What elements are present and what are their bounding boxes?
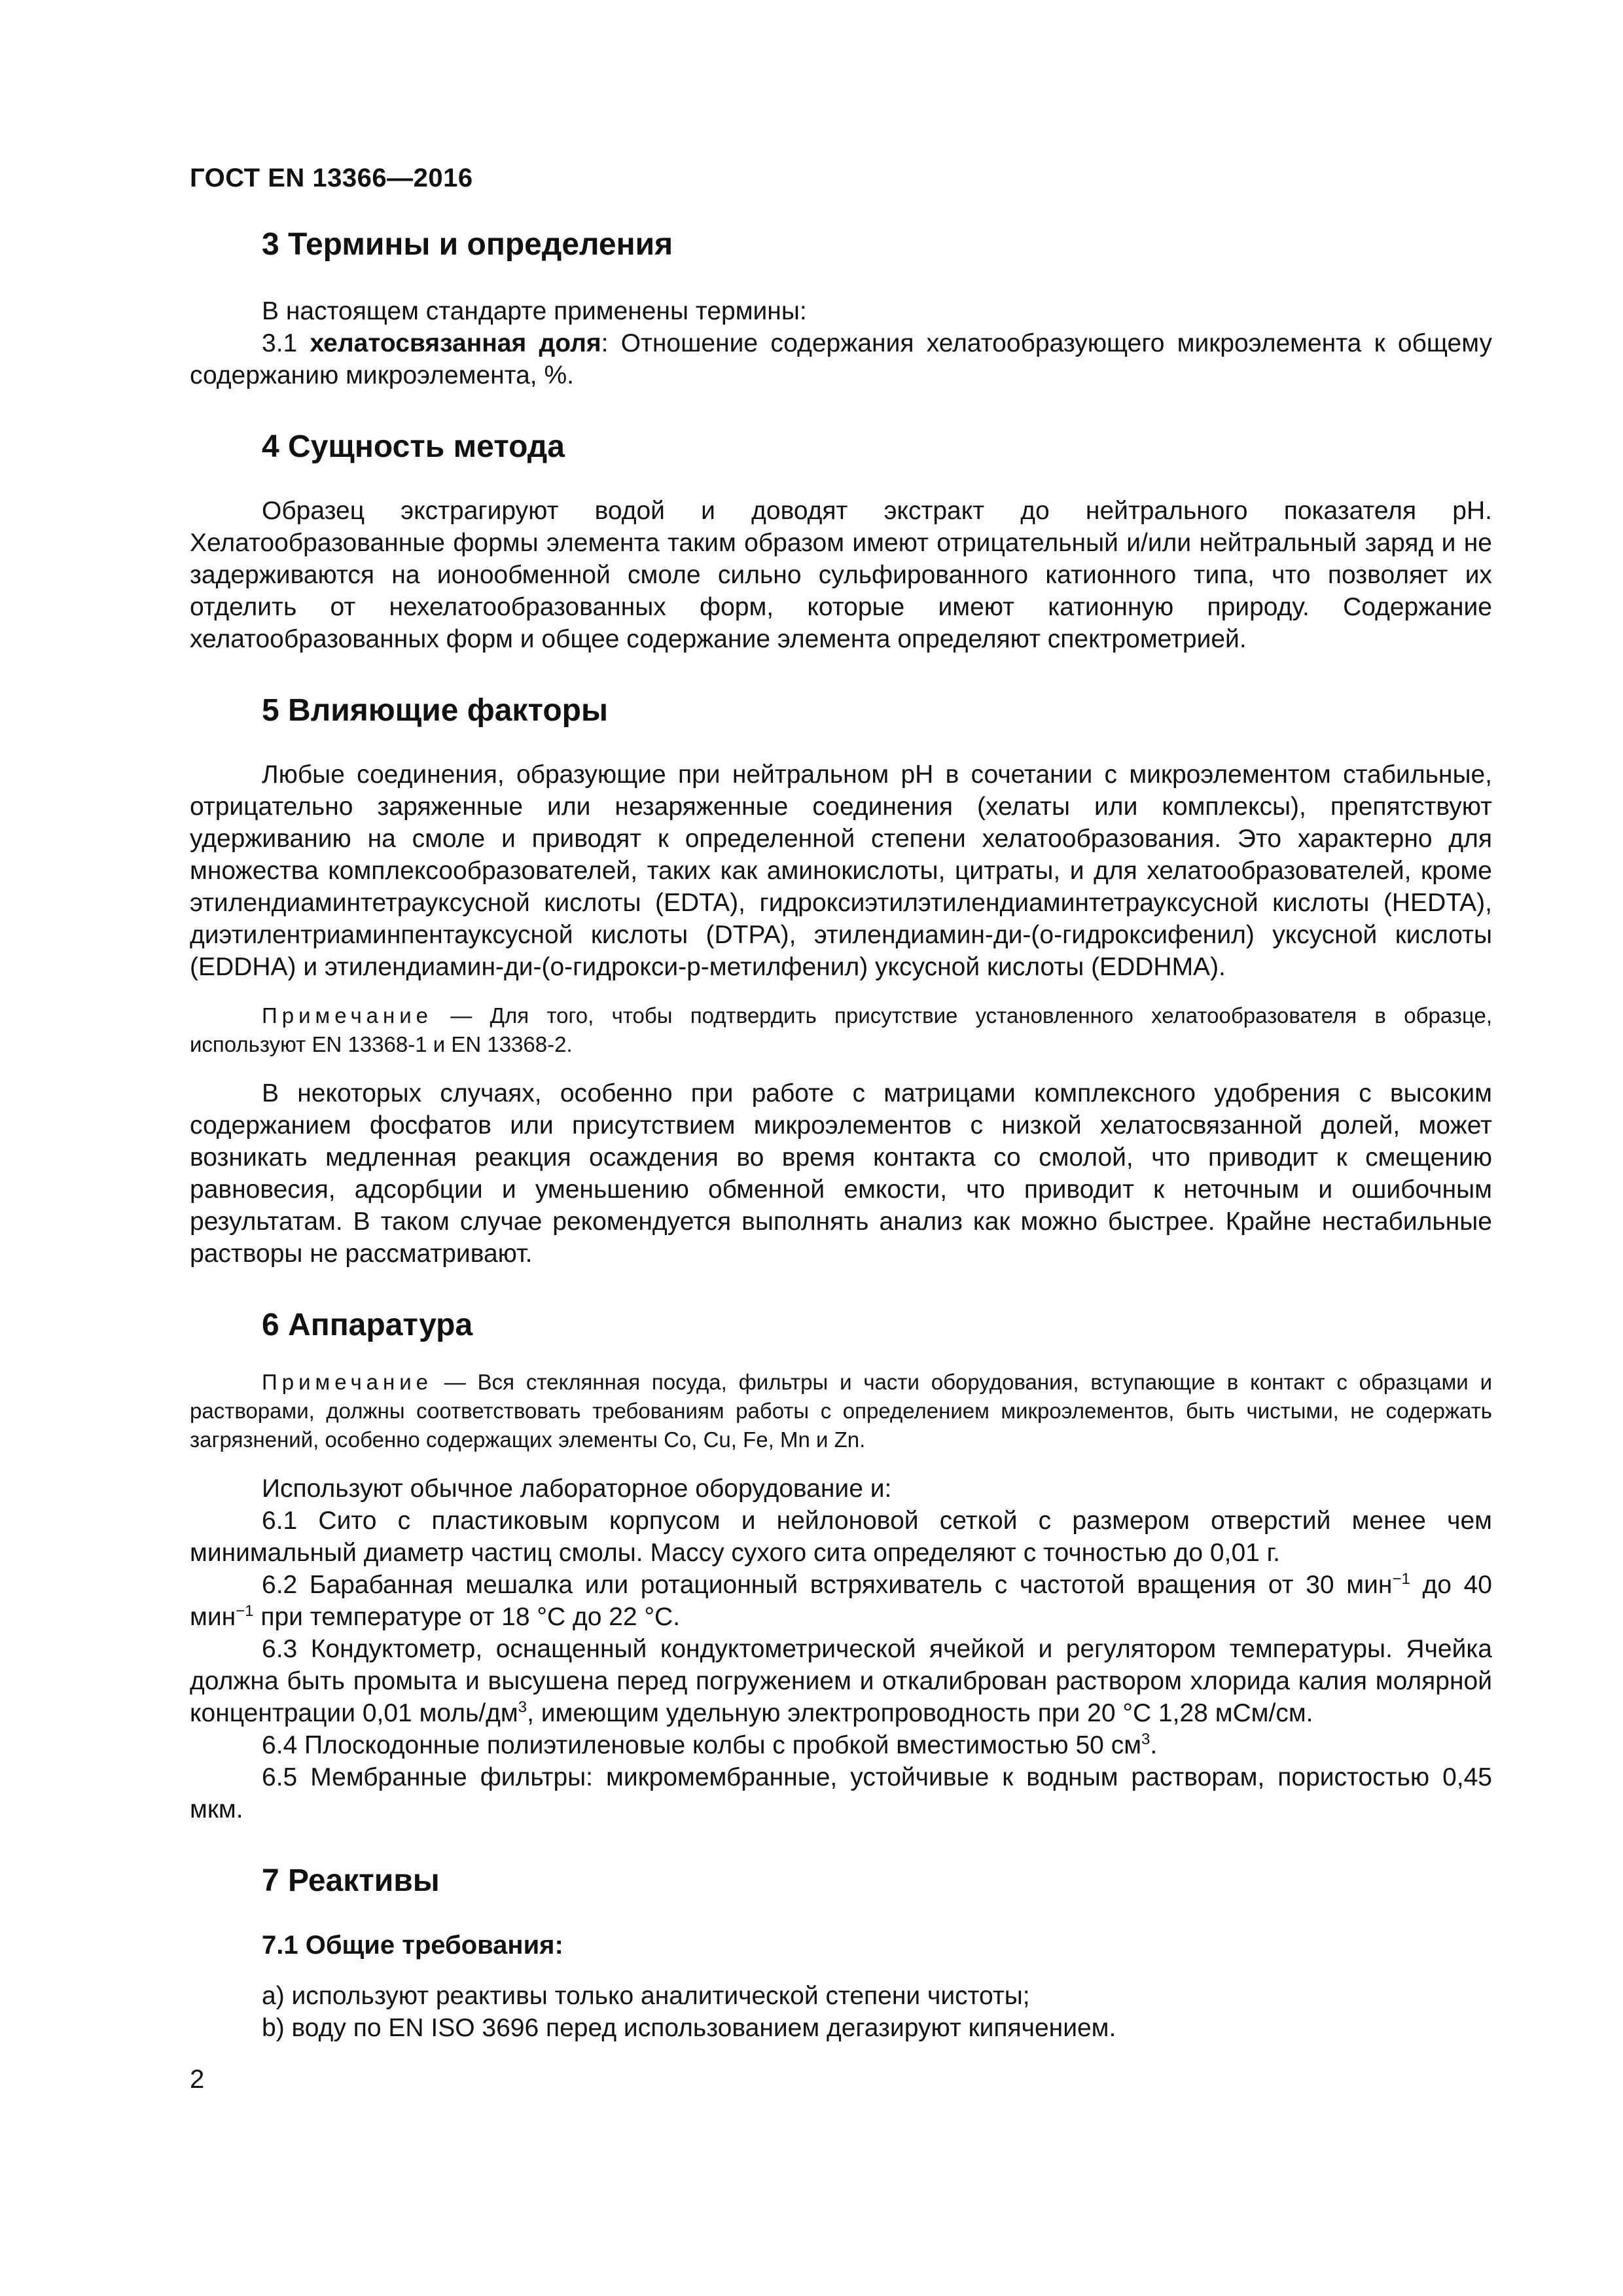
section-3-title: 3 Термины и определения — [262, 227, 673, 262]
item-6-3-text-b: , имеющим удельную электропроводность при 20 °C 1,28 мСм/см. — [527, 1699, 1313, 1727]
item-6-4-text-a: 6.4 Плоскодонные полиэтиленовые колбы с пробкой вместимостью 50 см — [262, 1731, 1142, 1759]
term-definition: : Отношение содержания хелатообразующего микроэлемента к общему содержанию микроэлемента, %. — [190, 329, 1492, 389]
item-6-5: 6.5 Мембранные фильтры: микромембранные, устойчивые к водным растворам, пористостью 0,45 мкм. — [190, 1763, 1492, 1823]
term-number: 3.1 — [262, 329, 310, 357]
item-6-2-text-a: 6.2 Барабанная мешалка или ротационный встряхиватель с частотой вращения от 30 мин — [262, 1571, 1393, 1599]
superscript: 3 — [1141, 1731, 1150, 1748]
subsection-7-1-title: 7.1 Общие требования: — [262, 1931, 563, 1960]
item-6-2 — [190, 1569, 1492, 1633]
section-6-intro: Используют обычное лабораторное оборудование и: — [262, 1475, 892, 1503]
item-6-2-text-b: до 40 мин — [190, 1571, 1492, 1631]
item-6-4 — [190, 1729, 1492, 1761]
note-text: — Вся стеклянная посуда, фильтры и части оборудования, вступающие в контакт с образцами и растворами, должны соответствовать требованиям работы с определением микроэлементов, быть чистыми, не содержать загрязнений, особенно содержащих элементы Co, Cu, Fe, Mn и Zn. — [190, 1370, 1492, 1452]
page-number: 2 — [190, 2065, 205, 2094]
section-5-note — [190, 1001, 1492, 1059]
section-4-paragraph: Образец экстрагируют водой и доводят экстракт до нейтрального показателя pH. Хелатообразованные формы элемента таким образом имеют отрицательный и/или нейтральный заряд и не задерживаются на ионообменной смоле сильно сульфированного катионного типа, что позволяет их отделить от нехелатообразованных форм, которые имеют катионную природу. Содержание хелатообразованных форм и общее содержание элемента определяют спектрометрией. — [190, 497, 1492, 653]
list-item-b: b) воду по EN ISO 3696 перед использованием дегазируют кипячением. — [262, 2014, 1116, 2042]
note-label: Примечание — [262, 1370, 433, 1394]
superscript: 3 — [518, 1698, 527, 1716]
list-item-a: a) используют реактивы только аналитической степени чистоты; — [262, 1982, 1030, 2010]
document-body — [190, 226, 1492, 2044]
superscript: −1 — [236, 1602, 254, 1620]
section-5-paragraph-2: В некоторых случаях, особенно при работе с матрицами комплексного удобрения с высоким содержанием фосфатов или присутствием микроэлементов с низкой хелатосвязанной долей, может возникать медленная реакция осаждения во время контакта со смолой, что приводит к смещению равновесия, адсорбции и уменьшению обменной емкости, что приводит к неточным и ошибочным результатам. В таком случае рекомендуется выполнять анализ как можно быстрее. Крайне нестабильные растворы не рассматривают. — [190, 1079, 1492, 1268]
item-6-3-text-a: 6.3 Кондуктометр, оснащенный кондуктометрической ячейкой и регулятором температуры. Ячейка должна быть промыта и высушена перед погружением и откалиброван раствором хлорида калия молярной концентрации 0,01 моль/дм — [190, 1635, 1492, 1727]
section-3-intro: В настоящем стандарте применены термины: — [262, 297, 807, 325]
note-text: — Для того, чтобы подтвердить присутствие установленного хелатообразователя в образце, используют EN 13368-1 и EN 13368-2. — [190, 1003, 1492, 1056]
note-label: Примечание — [262, 1003, 433, 1028]
item-6-4-text-b: . — [1150, 1731, 1158, 1759]
section-7-title: 7 Реактивы — [262, 1863, 440, 1898]
document-header: ГОСТ EN 13366—2016 — [190, 164, 473, 192]
item-6-3 — [190, 1633, 1492, 1729]
term-3-1 — [190, 327, 1492, 391]
item-6-1: 6.1 Сито с пластиковым корпусом и нейлоновой сеткой с размером отверстий менее чем минимальный диаметр частиц смолы. Массу сухого сита определяют с точностью до 0,01 г. — [190, 1507, 1492, 1567]
section-4-title: 4 Сущность метода — [262, 429, 565, 464]
item-6-2-text-c: при температуре от 18 °C до 22 °C. — [253, 1603, 681, 1631]
section-6-title: 6 Аппаратура — [262, 1308, 473, 1342]
superscript: −1 — [1392, 1570, 1410, 1588]
section-6-note — [190, 1368, 1492, 1454]
term-name: хелатосвязанная доля — [310, 329, 601, 357]
section-5-paragraph-1: Любые соединения, образующие при нейтральном pH в сочетании с микроэлементом стабильные, отрицательно заряженные или незаряженные соединения (хелаты или комплексы), препятствуют удерживанию на смоле и приводят к определенной степени хелатообразования. Это характерно для множества комплексообразователей, таких как аминокислоты, цитраты, и для хелатообразователей, кроме этилендиаминтетрауксусной кислоты (EDTA), гидроксиэтилэтилендиаминтетрауксусной кислоты (HEDTA), диэтилентриаминпентауксусной кислоты (DTPA), этилендиамин-ди-(о-гидроксифенил) уксусной кислоты (EDDHA) и этилендиамин-ди-(о-гидрокси-р-метилфенил) уксусной кислоты (EDDHMA). — [190, 761, 1492, 981]
section-5-title: 5 Влияющие факторы — [262, 693, 608, 728]
